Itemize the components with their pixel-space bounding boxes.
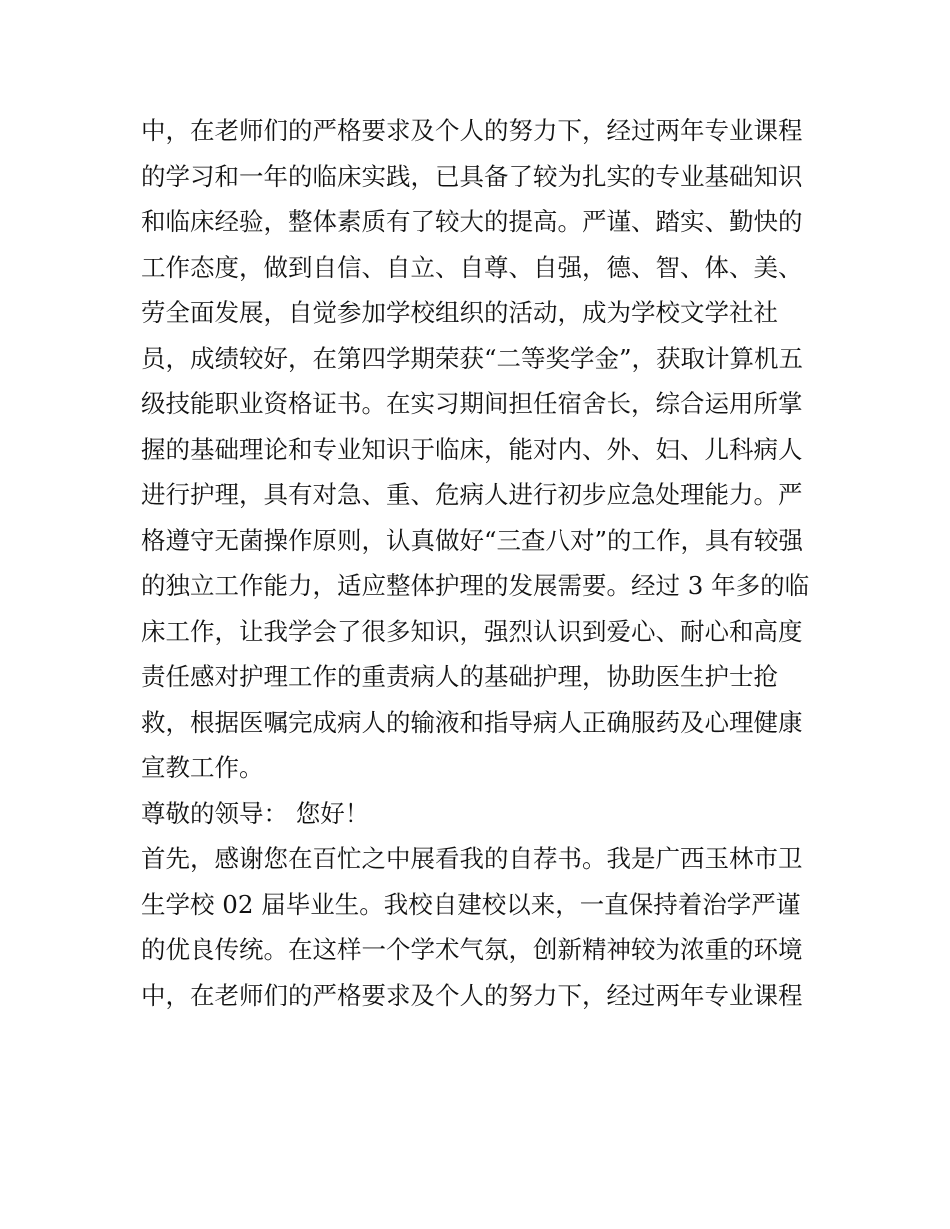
text-line: 中，在老师们的严格要求及个人的努力下，经过两年专业课程 [141,980,803,1010]
text-line: 的学习和一年的临床实践，已具备了较为扎实的专业基础知识 [141,161,803,191]
text-line: 首先，感谢您在百忙之中展看我的自荐书。我是广西玉林市卫 [141,844,803,873]
text-line: 床工作，让我学会了很多知识，强烈认识到爱心、耐心和高度 [141,616,803,646]
document-body [141,108,831,1018]
text-line: 进行护理，具有对急、重、危病人进行初步应急处理能力。严 [141,480,803,509]
text-line: 的独立工作能力，适应整体护理的发展需要。经过 3 年多的临 [141,571,810,600]
text-line: 的优良传统。在这样一个学术气氛，创新精神较为浓重的环境 [141,935,803,964]
text-line: 握的基础理论和专业知识于临床，能对内、外、妇、儿科病人 [141,434,803,464]
text-line: 工作态度，做到自信、自立、自尊、自强，德、智、体、美、 [141,252,803,282]
text-line: 劳全面发展，自觉参加学校组织的活动，成为学校文学社社 [141,298,778,327]
text-line: 宣教工作。 [141,753,264,782]
text-line: 格遵守无菌操作原则，认真做好“三查八对”的工作，具有较强 [141,525,804,555]
text-line: 责任感对护理工作的重责病人的基础护理，协助医生护士抢 [141,662,778,691]
greeting-line: 尊敬的领导： 您好！ [141,798,370,828]
text-line: 中，在老师们的严格要求及个人的努力下，经过两年专业课程 [141,116,803,145]
text-line: 和临床经验，整体素质有了较大的提高。严谨、踏实、勤快的 [141,207,803,236]
text-line: 级技能职业资格证书。在实习期间担任宿舍长，综合运用所掌 [141,389,803,418]
text-line: 员，成绩较好，在第四学期荣获“二等奖学金”，获取计算机五 [141,343,804,373]
text-line: 生学校 02 届毕业生。我校自建校以来，一直保持着治学严谨 [141,889,801,919]
text-line: 救，根据医嘱完成病人的输液和指导病人正确服药及心理健康 [141,707,803,737]
